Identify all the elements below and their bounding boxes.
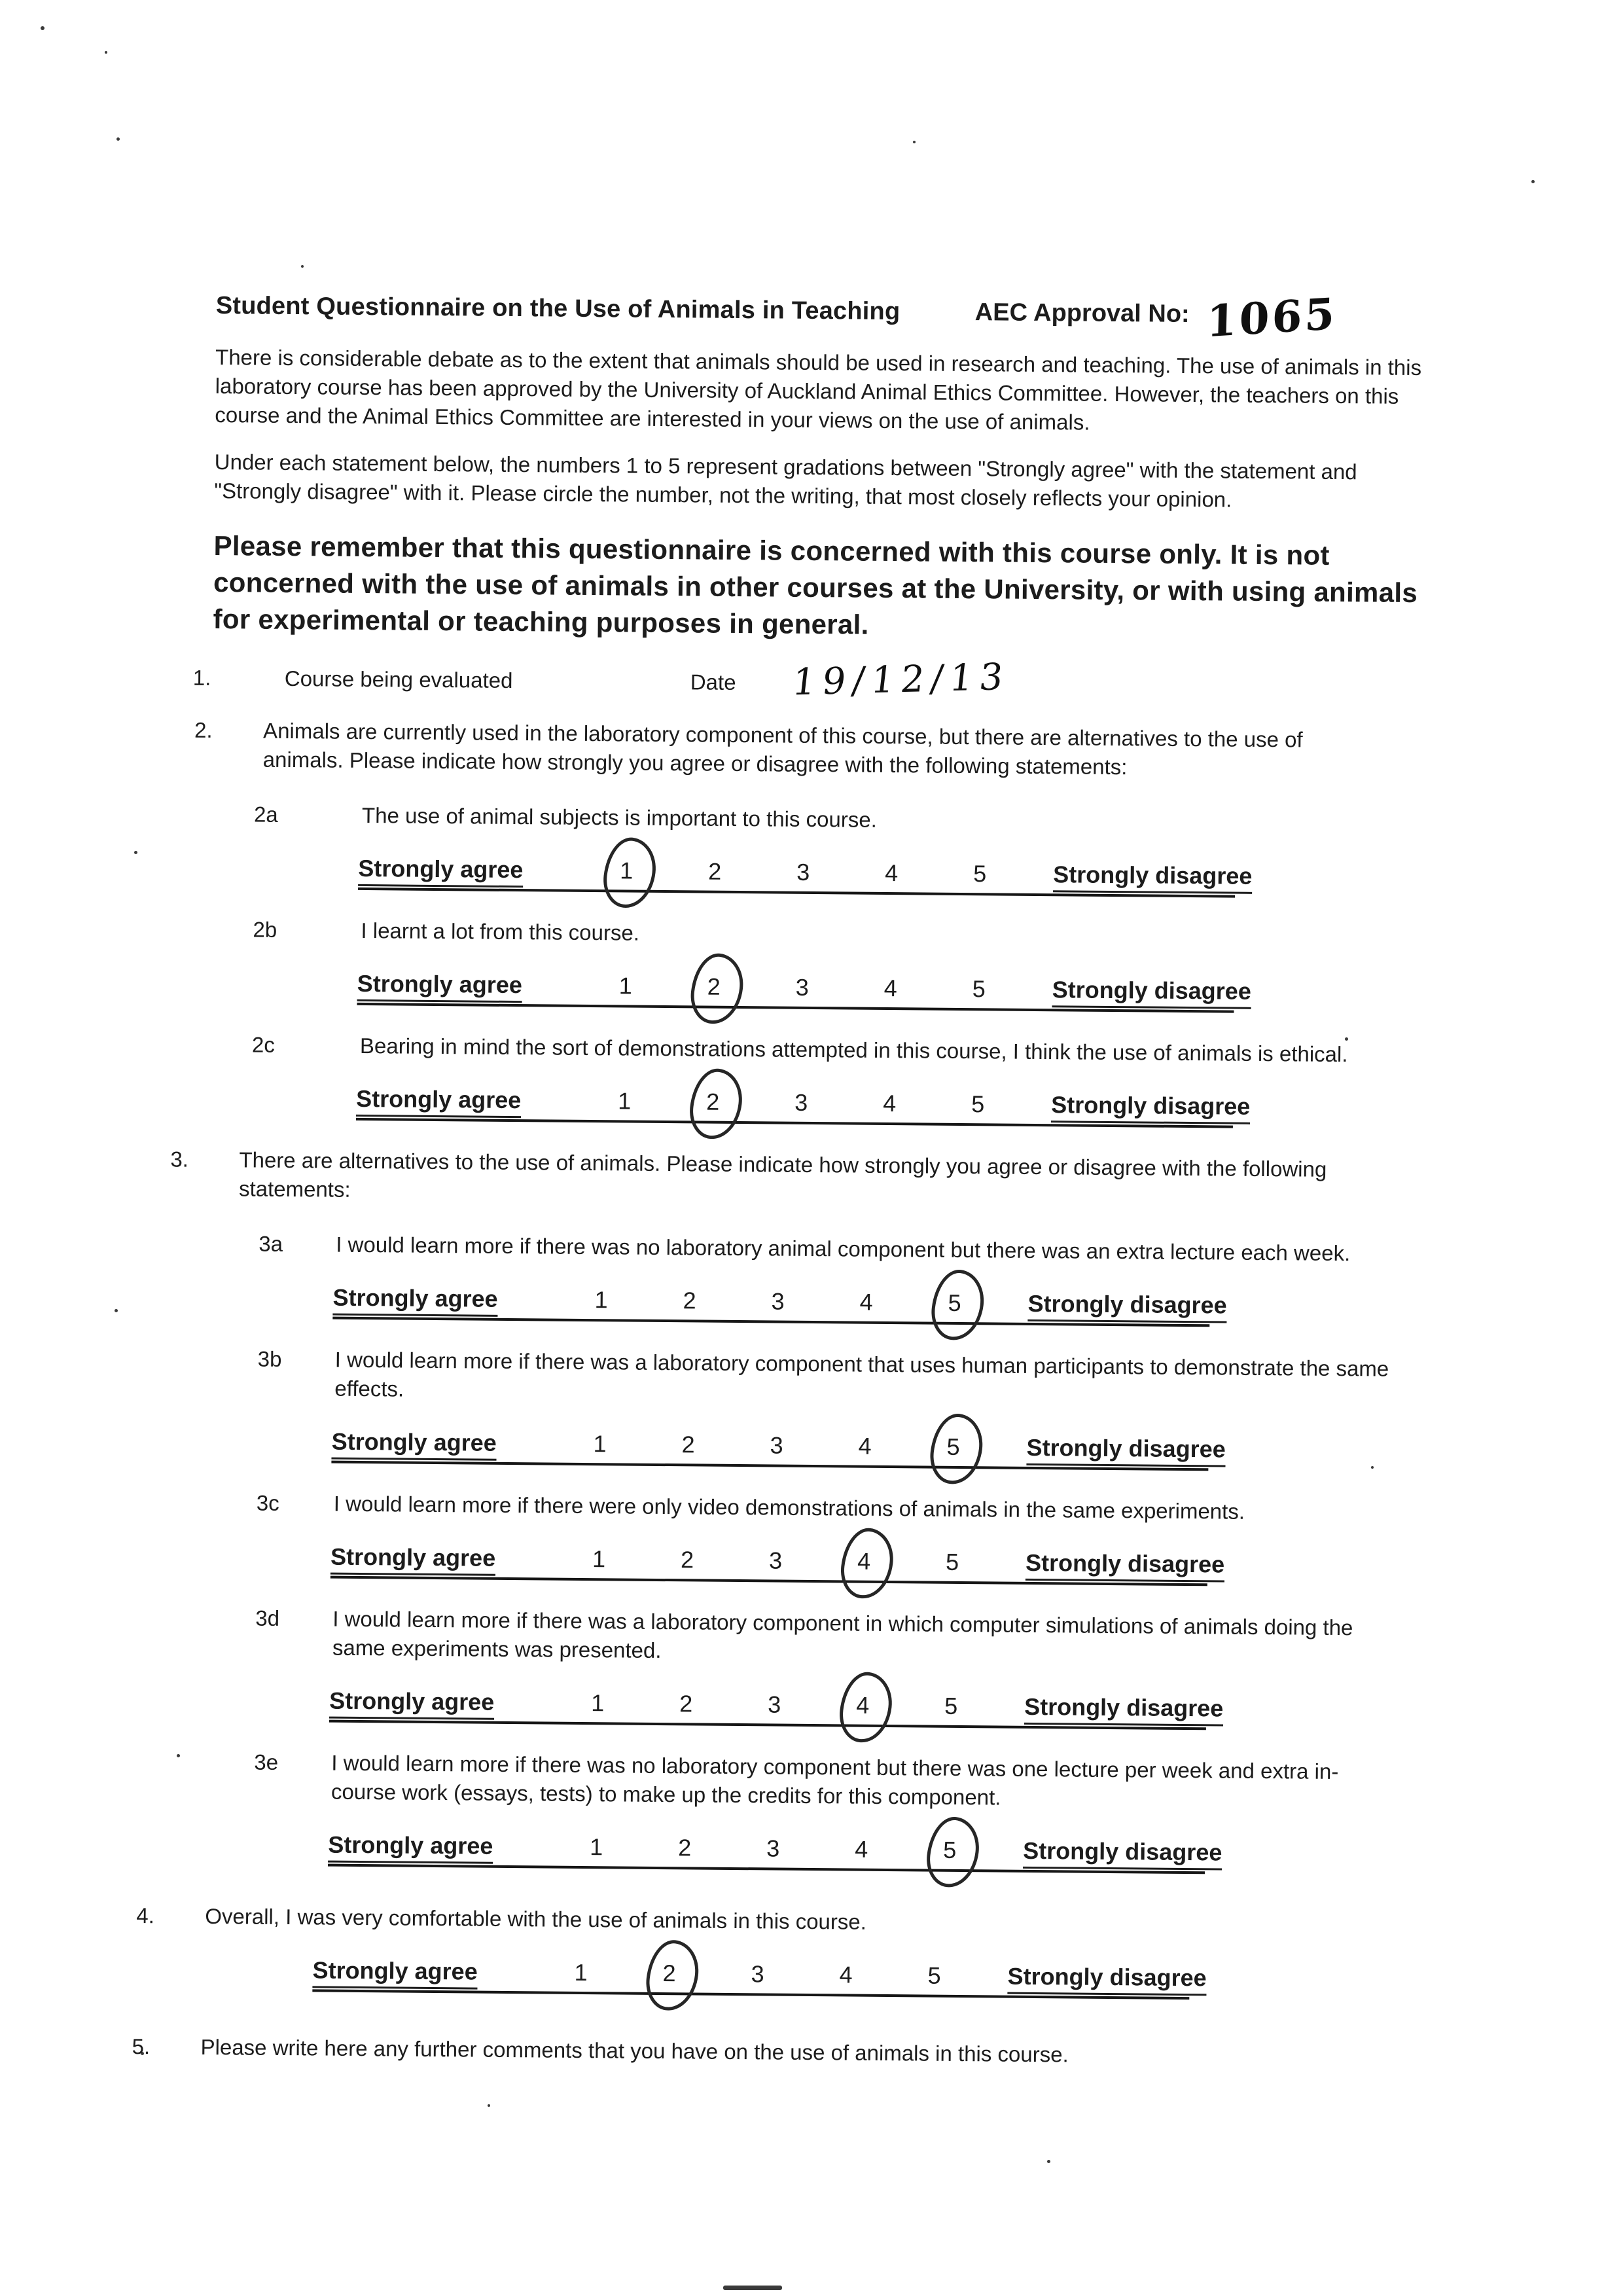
date-value-handwritten: 19/12/13 bbox=[790, 655, 1012, 704]
strongly-disagree-label: Strongly disagree bbox=[1025, 1549, 1225, 1578]
reminder-paragraph: Please remember that this questionnaire is concerned with this course only. It is not concerned with the use of animals in other courses at the University, or with using animals for experimental or teaching purposes in general. bbox=[213, 529, 1418, 640]
rating-option-3[interactable]: 3 bbox=[795, 973, 809, 1001]
question-id: 3c bbox=[256, 1490, 279, 1515]
rating-option-4[interactable]: 4 bbox=[883, 974, 897, 1002]
strongly-agree-label: Strongly agree bbox=[356, 1085, 522, 1114]
rating-option-4[interactable]: 4 bbox=[839, 1961, 853, 1988]
scan-speck bbox=[134, 851, 137, 854]
rating-option-3[interactable]: 3 bbox=[794, 1088, 808, 1116]
strongly-agree-label: Strongly agree bbox=[329, 1687, 495, 1715]
rating-option-2[interactable]: 2 bbox=[683, 1287, 696, 1314]
rating-option-4[interactable]: 4 bbox=[856, 1691, 870, 1719]
rating-option-2[interactable]: 2 bbox=[708, 857, 722, 885]
rating-option-1[interactable]: 1 bbox=[620, 857, 633, 884]
item-number: 2. bbox=[194, 717, 213, 742]
question-id: 2c bbox=[251, 1032, 275, 1057]
aec-approval-label: AEC Approval No: bbox=[974, 298, 1190, 328]
strongly-agree-label: Strongly agree bbox=[330, 1543, 496, 1571]
rating-option-1[interactable]: 1 bbox=[591, 1689, 605, 1717]
answer-circle bbox=[687, 1066, 745, 1142]
rating-option-3[interactable]: 3 bbox=[768, 1691, 781, 1718]
rating-option-2[interactable]: 2 bbox=[679, 1690, 693, 1717]
rating-scale-3d bbox=[329, 1682, 1224, 1731]
scan-speck bbox=[41, 26, 45, 30]
comments-blank-area bbox=[198, 2062, 1418, 2296]
rating-option-1[interactable]: 1 bbox=[590, 1833, 603, 1861]
rating-option-2[interactable]: 2 bbox=[707, 973, 721, 1000]
rating-option-1[interactable]: 1 bbox=[618, 1087, 632, 1115]
rating-option-5[interactable]: 5 bbox=[945, 1548, 959, 1575]
item-number: 5. bbox=[132, 2034, 151, 2059]
rating-option-5[interactable]: 5 bbox=[972, 975, 986, 1003]
scan-speck bbox=[1531, 180, 1535, 183]
rating-option-3[interactable]: 3 bbox=[796, 858, 810, 886]
question-id: 3d bbox=[255, 1605, 280, 1630]
rating-option-1[interactable]: 1 bbox=[594, 1286, 608, 1314]
answer-circle bbox=[836, 1670, 895, 1746]
course-being-evaluated-label: Course being evaluated bbox=[284, 666, 513, 692]
rating-option-3[interactable]: 3 bbox=[766, 1835, 780, 1862]
question-text: I would learn more if there was a laboratory component that uses human participants to demonstrate the same effects. bbox=[334, 1347, 1389, 1401]
rating-scale-2c bbox=[356, 1080, 1251, 1128]
question-id: 3b bbox=[257, 1346, 282, 1371]
rating-scale-3a bbox=[332, 1279, 1227, 1327]
rating-option-3[interactable]: 3 bbox=[771, 1287, 785, 1315]
rating-scale-3b bbox=[331, 1423, 1226, 1471]
rating-option-4[interactable]: 4 bbox=[855, 1835, 868, 1863]
item-4 bbox=[136, 1901, 1419, 1941]
rating-option-2[interactable]: 2 bbox=[678, 1834, 692, 1861]
question-3c bbox=[257, 1489, 1423, 1528]
question-id: 2b bbox=[253, 917, 277, 942]
course-date-row bbox=[262, 655, 1012, 704]
rating-scale-3e bbox=[328, 1826, 1222, 1874]
intro-paragraph-2: Under each statement below, the numbers 1 to 5 represent gradations between "Strongly agree" with the statement and "Strongly disagree" with it. Please circle the number, not the writing, that most closely reflects your opinion. bbox=[214, 449, 1357, 512]
aec-approval-number-handwritten: 1065 bbox=[1205, 287, 1338, 348]
answer-circle bbox=[923, 1814, 982, 1890]
rating-option-2[interactable]: 2 bbox=[680, 1546, 694, 1573]
question-id: 3a bbox=[259, 1231, 283, 1256]
question-text: I would learn more if there was a laboratory component in which computer simulations of animals doing the same experiments was presented. bbox=[332, 1606, 1353, 1663]
item-3 bbox=[170, 1145, 1426, 1213]
answer-circle bbox=[838, 1526, 897, 1602]
question-text: I learnt a lot from this course. bbox=[361, 918, 640, 945]
rating-option-4[interactable]: 4 bbox=[883, 1089, 897, 1117]
rating-option-4[interactable]: 4 bbox=[858, 1432, 872, 1460]
strongly-disagree-label: Strongly disagree bbox=[1023, 1837, 1222, 1866]
rating-option-5[interactable]: 5 bbox=[948, 1289, 961, 1316]
answer-circle bbox=[643, 1937, 702, 2013]
answer-circle bbox=[688, 951, 747, 1027]
rating-option-1[interactable]: 1 bbox=[592, 1545, 606, 1573]
item-2 bbox=[194, 716, 1430, 784]
rating-option-4[interactable]: 4 bbox=[859, 1288, 873, 1316]
scan-speck bbox=[913, 141, 916, 143]
question-id: 2a bbox=[253, 802, 278, 827]
item-text: There are alternatives to the use of animals. Please indicate how strongly you agree or disagree with the following statements: bbox=[238, 1147, 1327, 1202]
strongly-agree-label: Strongly agree bbox=[328, 1831, 493, 1859]
rating-option-5[interactable]: 5 bbox=[971, 1090, 985, 1118]
date-label: Date bbox=[690, 670, 736, 694]
rating-option-3[interactable]: 3 bbox=[770, 1431, 783, 1459]
scan-speck bbox=[177, 1754, 180, 1757]
rating-option-1[interactable]: 1 bbox=[574, 1958, 588, 1986]
strongly-agree-label: Strongly agree bbox=[332, 1283, 498, 1312]
strongly-disagree-label: Strongly disagree bbox=[1026, 1433, 1226, 1463]
rating-scale-4 bbox=[312, 1951, 1207, 2000]
scan-speck bbox=[116, 137, 120, 141]
strongly-agree-label: Strongly agree bbox=[358, 854, 524, 884]
document-header bbox=[215, 287, 1433, 348]
item-number: 1. bbox=[192, 665, 211, 690]
answer-circle bbox=[929, 1267, 988, 1343]
question-text: Bearing in mind the sort of demonstrations attempted in this course, I think the use of animals is ethical. bbox=[359, 1033, 1348, 1067]
intro-paragraph-1: There is considerable debate as to the extent that animals should be used in research and teaching. The use of animals in this laboratory course has been approved by the University of Auckland Animal Ethics Committee. However, the teachers on this course and the Animal Ethics Committee are interested in your views on the use of animals. bbox=[215, 344, 1422, 435]
question-text: I would learn more if there was no laboratory animal component but there was an extra lecture each week. bbox=[336, 1232, 1351, 1266]
question-3d bbox=[255, 1604, 1422, 1672]
item-number: 3. bbox=[170, 1147, 189, 1172]
question-3e bbox=[254, 1748, 1421, 1816]
strongly-agree-label: Strongly agree bbox=[331, 1427, 497, 1456]
rating-option-4[interactable]: 4 bbox=[885, 859, 899, 887]
strongly-agree-label: Strongly agree bbox=[357, 969, 523, 999]
question-2c bbox=[252, 1031, 1427, 1070]
strongly-agree-label: Strongly agree bbox=[312, 1956, 478, 1985]
aec-approval bbox=[974, 287, 1338, 348]
question-text: I would learn more if there were only video demonstrations of animals in the same experiments. bbox=[333, 1491, 1245, 1524]
question-3b bbox=[257, 1345, 1424, 1413]
answer-circle bbox=[927, 1411, 986, 1487]
item-text: Overall, I was very comfortable with the use of animals in this course. bbox=[205, 1903, 867, 1934]
scan-speck bbox=[115, 1309, 118, 1312]
scan-speck bbox=[105, 51, 107, 54]
rating-option-5[interactable]: 5 bbox=[946, 1433, 960, 1460]
strongly-disagree-label: Strongly disagree bbox=[1052, 976, 1252, 1005]
answer-circle bbox=[600, 834, 659, 910]
item-number: 4. bbox=[136, 1903, 155, 1928]
rating-option-5[interactable]: 5 bbox=[943, 1836, 957, 1863]
rating-option-2[interactable]: 2 bbox=[662, 1960, 676, 1987]
strongly-disagree-label: Strongly disagree bbox=[1051, 1091, 1251, 1120]
rating-scale-2b bbox=[357, 965, 1252, 1013]
question-3a bbox=[259, 1230, 1425, 1269]
rating-option-2[interactable]: 2 bbox=[706, 1088, 720, 1115]
strongly-disagree-label: Strongly disagree bbox=[1027, 1289, 1227, 1319]
rating-option-2[interactable]: 2 bbox=[681, 1431, 695, 1458]
rating-option-4[interactable]: 4 bbox=[857, 1547, 871, 1575]
scan-speck bbox=[301, 265, 304, 268]
rating-option-5[interactable]: 5 bbox=[927, 1962, 941, 1989]
rating-option-1[interactable]: 1 bbox=[618, 972, 632, 999]
document-title: Student Questionnaire on the Use of Animals in Teaching bbox=[215, 292, 901, 326]
question-id: 3e bbox=[254, 1749, 279, 1774]
rating-option-1[interactable]: 1 bbox=[593, 1430, 607, 1458]
rating-option-3[interactable]: 3 bbox=[768, 1547, 783, 1574]
question-text: The use of animal subjects is important to this course. bbox=[361, 802, 878, 832]
question-2a bbox=[254, 800, 1429, 840]
rating-option-3[interactable]: 3 bbox=[751, 1960, 764, 1988]
item-1 bbox=[192, 655, 1430, 704]
rating-scale-2a bbox=[358, 850, 1253, 898]
rating-option-5[interactable]: 5 bbox=[973, 860, 987, 888]
question-text: I would learn more if there was no laboratory component but there was one lecture per week and extra in-course work (essays, tests) to make up the credits for this component. bbox=[330, 1750, 1339, 1810]
item-text: Animals are currently used in the laboratory component of this course, but there are alternatives to the use of animals. Please indicate how strongly you agree or disagree with the following statements: bbox=[262, 718, 1303, 780]
question-2b bbox=[253, 916, 1427, 955]
item-text: Please write here any further comments that you have on the use of animals in this course. bbox=[200, 2034, 1069, 2067]
rating-scale-3c bbox=[330, 1538, 1225, 1587]
rating-option-5[interactable]: 5 bbox=[944, 1692, 958, 1719]
strongly-disagree-label: Strongly disagree bbox=[1024, 1693, 1224, 1722]
document-content bbox=[132, 287, 1433, 2296]
strongly-disagree-label: Strongly disagree bbox=[1007, 1962, 1207, 1992]
strongly-disagree-label: Strongly disagree bbox=[1053, 861, 1253, 889]
